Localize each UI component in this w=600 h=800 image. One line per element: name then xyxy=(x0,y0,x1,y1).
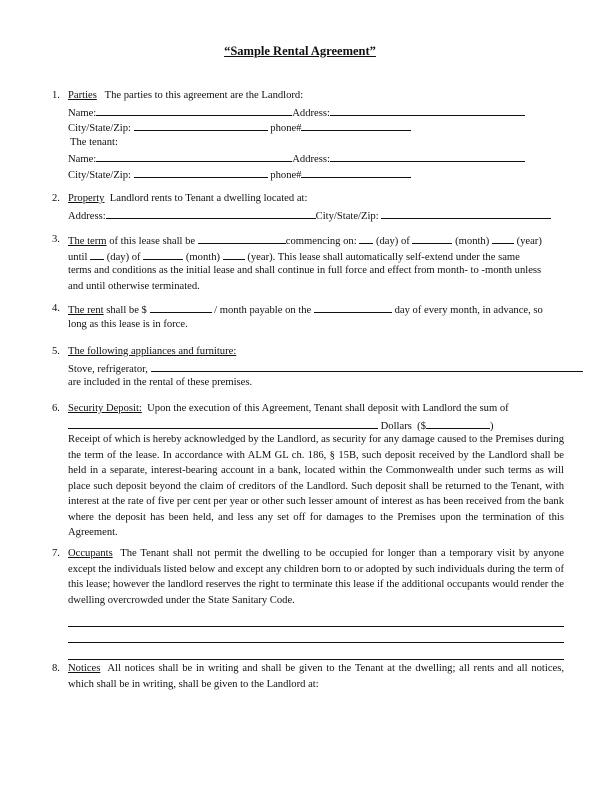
section-heading: Parties xyxy=(68,90,97,101)
landlord-city-field[interactable] xyxy=(134,119,268,131)
term-row-3: terms and conditions as the initial lease and shall continue in full force and effect from month- to -month unless xyxy=(68,265,542,276)
landlord-name-row xyxy=(68,104,564,120)
tenant-name-row xyxy=(68,150,564,166)
section-number: 8. xyxy=(52,663,60,674)
deposit-text: ($ xyxy=(417,420,426,432)
appliances-row-3: are included in the rental of these premises. xyxy=(68,377,253,388)
term-row-4: and until otherwise terminated. xyxy=(68,280,200,292)
property-intro xyxy=(68,191,564,207)
section-number: 1. xyxy=(52,90,60,101)
section-number: 3. xyxy=(52,234,60,245)
tenant-address-field[interactable] xyxy=(330,150,525,162)
rent-text: / month payable on the xyxy=(214,305,312,316)
city-label: City/State/Zip: xyxy=(68,169,131,181)
term-text: (year) xyxy=(516,236,542,247)
tenant-city-field[interactable] xyxy=(134,166,268,178)
address-label: Address: xyxy=(292,107,330,119)
document-title: “Sample Rental Agreement” xyxy=(224,44,376,58)
city-label: City/State/Zip: xyxy=(315,210,379,222)
deposit-text: ) xyxy=(489,420,494,432)
term-text: (month) xyxy=(185,251,221,263)
term-text: (month) xyxy=(455,236,490,247)
start-year-field[interactable] xyxy=(492,232,514,244)
term-text: (year). This lease shall automatically self-extend under the same xyxy=(247,251,520,263)
section-text: Landlord rents to Tenant a dwelling located at: xyxy=(109,193,308,204)
section-number: 4. xyxy=(52,303,60,314)
term-text: of this lease shall be xyxy=(109,236,196,247)
deposit-row-1 xyxy=(68,401,564,417)
name-label: Name: xyxy=(68,107,97,119)
term-text: commencing on: xyxy=(285,236,357,247)
section-number: 7. xyxy=(52,548,60,559)
landlord-city-row xyxy=(68,119,564,135)
section-heading: The following appliances and furniture: xyxy=(68,346,237,357)
rent-day-field[interactable] xyxy=(314,301,392,313)
section-heading: Notices xyxy=(68,663,101,674)
phone-label: phone# xyxy=(270,169,302,181)
tenant-city-row xyxy=(68,166,564,182)
tenant-label: The tenant: xyxy=(70,136,118,148)
end-year-field[interactable] xyxy=(223,248,245,260)
section-text: The parties to this agreement are the Landlord: xyxy=(104,90,304,101)
deposit-amount-field[interactable] xyxy=(426,417,490,429)
deposit-text: Dollars xyxy=(380,420,412,432)
rent-text: shall be $ xyxy=(106,305,147,316)
landlord-address-field[interactable] xyxy=(330,104,525,116)
parties-intro xyxy=(68,88,564,104)
term-text: until xyxy=(68,251,88,263)
rent-text: day of every month, in advance, so xyxy=(394,305,543,316)
term-row-1 xyxy=(68,232,564,248)
start-month-field[interactable] xyxy=(412,232,452,244)
section-number: 2. xyxy=(52,193,60,204)
address-label: Address: xyxy=(68,210,106,222)
section-heading: Property xyxy=(68,193,105,204)
occupants-line-2[interactable] xyxy=(68,627,564,644)
section-heading: The rent xyxy=(68,305,104,316)
section-heading: The term xyxy=(68,236,107,247)
appliances-list-row xyxy=(68,360,564,376)
property-address-field[interactable] xyxy=(106,207,316,219)
occupants-line-3[interactable] xyxy=(68,643,564,660)
rent-row-1 xyxy=(68,301,564,317)
end-day-field[interactable] xyxy=(90,248,104,260)
section-heading: Security Deposit: xyxy=(68,403,142,414)
name-label: Name: xyxy=(68,154,97,165)
deposit-row-2 xyxy=(68,417,564,433)
address-label: Address: xyxy=(292,154,330,165)
occupants-paragraph xyxy=(68,546,564,608)
rent-row-2: long as this lease is in force. xyxy=(68,318,188,330)
appliances-heading-row xyxy=(68,344,564,360)
term-text: (day) of xyxy=(375,236,410,247)
notices-paragraph xyxy=(68,661,564,692)
landlord-name-field[interactable] xyxy=(96,104,292,116)
deposit-text: Upon the execution of this Agreement, Tenant shall deposit with Landlord the sum of xyxy=(147,403,509,414)
term-length-field[interactable] xyxy=(198,232,286,244)
tenant-phone-field[interactable] xyxy=(301,166,411,178)
start-day-field[interactable] xyxy=(359,232,373,244)
occupants-text: The Tenant shall not permit the dwelling to be occupied for longer than a temporary visit by anyone except the individuals listed below and except any children born to or adopted by such individuals during the term of this lease; however the landlord reserves the right to terminate this lease if the additional occupants would render the dwelling overcrowded under the State Sanitary Code. xyxy=(68,548,564,606)
term-text: (day) of xyxy=(106,251,141,263)
appliances-text: Stove, refrigerator, xyxy=(68,363,148,375)
occupants-line-1[interactable] xyxy=(68,610,564,627)
tenant-name-field[interactable] xyxy=(96,150,292,162)
property-city-field[interactable] xyxy=(381,207,551,219)
city-label: City/State/Zip: xyxy=(68,123,131,134)
appliances-field[interactable] xyxy=(151,360,583,372)
phone-label: phone# xyxy=(270,123,302,134)
rent-amount-field[interactable] xyxy=(150,301,212,313)
notices-text: All notices shall be in writing and shall be given to the Tenant at the dwelling; all rents and all notices, which shall be in writing, shall be given to the Landlord at: xyxy=(68,663,564,690)
end-month-field[interactable] xyxy=(143,248,183,260)
section-number: 5. xyxy=(52,346,60,357)
term-row-2 xyxy=(68,248,564,264)
property-address-row xyxy=(68,207,564,223)
landlord-phone-field[interactable] xyxy=(301,119,411,131)
section-heading: Occupants xyxy=(68,548,113,559)
deposit-paragraph: Receipt of which is hereby acknowledged by the Landlord, as security for any damage caused to the Premises during the term of the lease. In accordance with ALM GL ch. 186, § 15B, such deposit received by the Landlord shall be held in a separate, interest-bearing account in a bank, located within the Commonwealth under such terms as will place such deposit beyond the claim of creditors of the Landlord. Such deposit shall be returned to the Tenant, with interest at the rate of five per cent per year or other such lesser amount of interest as has been received from the bank where the deposit has been held, and less any set off for damages to the Premises upon the termination of this Agreement. xyxy=(68,434,564,538)
section-number: 6. xyxy=(52,403,60,414)
deposit-words-field[interactable] xyxy=(68,417,378,429)
